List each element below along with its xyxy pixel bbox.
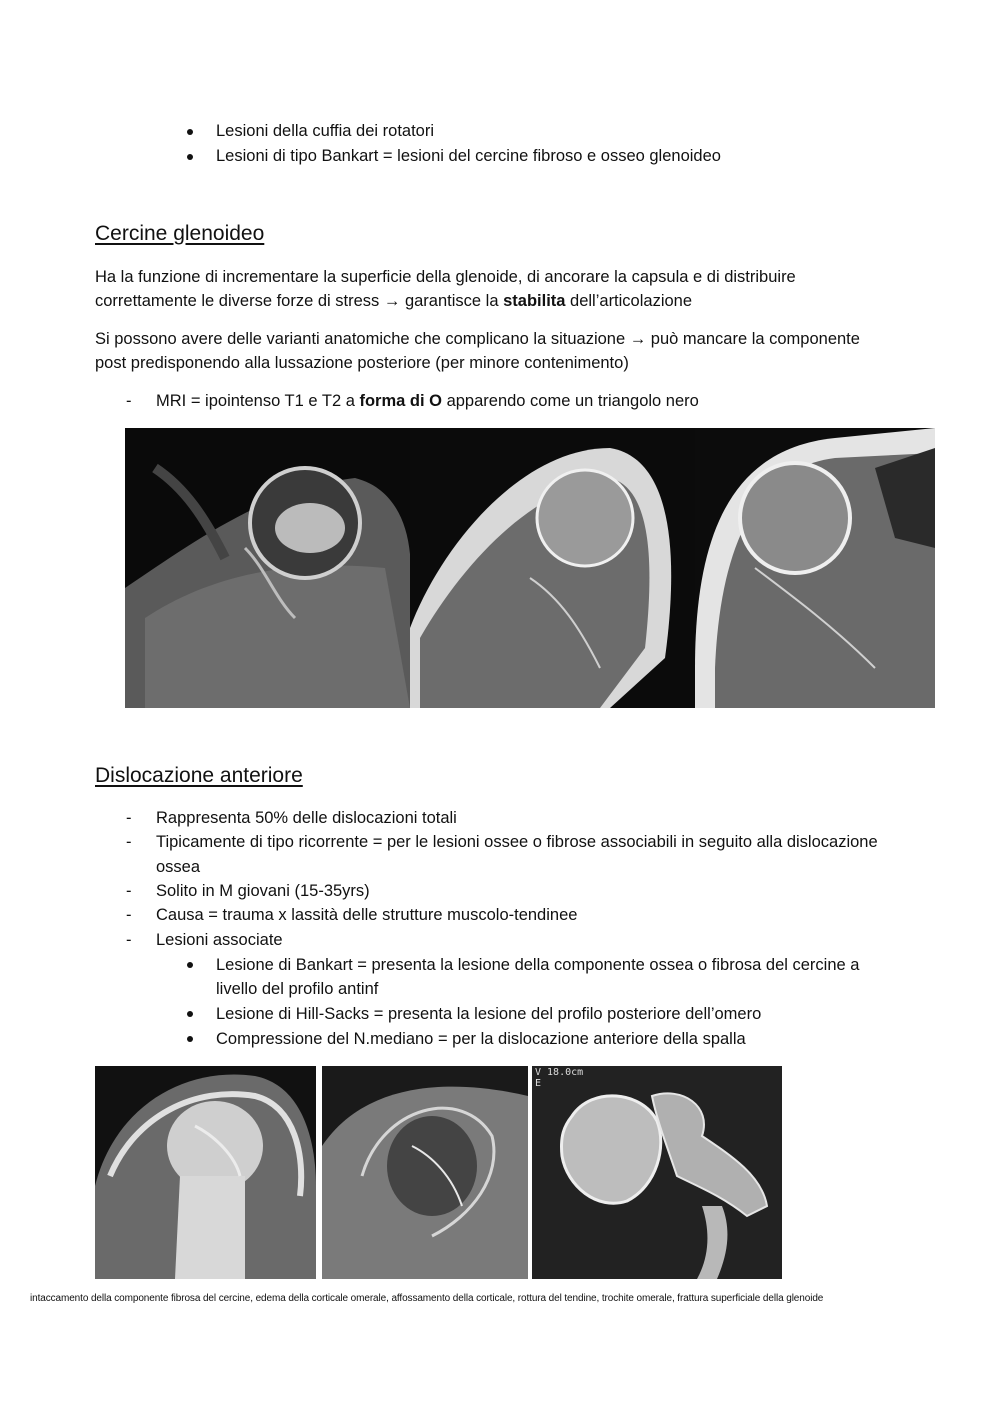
list-item-continuation: ossea [156, 858, 201, 876]
list-item: Rappresenta 50% delle dislocazioni totali [156, 809, 457, 827]
sub-list-item: Lesione di Bankart = presenta la lesione della componente ossea o fibrosa del cercine a [216, 956, 860, 974]
paragraph-line [95, 289, 692, 314]
mri-shoulder-image-1 [125, 428, 410, 708]
text-span: apparendo come un triangolo nero [441, 392, 699, 410]
bold-text: forma di O [359, 392, 442, 410]
ct-orientation-label: E [535, 1078, 542, 1089]
paragraph-line: Si possono avere delle varianti anatomiche che complicano la situazione → può mancare la componente [95, 330, 860, 348]
mri-shoulder-image-3 [695, 428, 935, 708]
mri-humerus-image [95, 1066, 316, 1279]
list-item: Tipicamente di tipo ricorrente = per le lesioni ossee o fibrose associabili in seguito alla dislocazione [156, 833, 878, 851]
bullet-dot [187, 1011, 193, 1017]
list-item [156, 389, 699, 414]
list-item: Lesioni associate [156, 931, 283, 949]
bullet-dot [187, 962, 193, 968]
ct-shoulder-image [532, 1066, 782, 1279]
dash-marker: - [126, 809, 132, 827]
dash-marker: - [126, 906, 132, 924]
paragraph-line: post predisponendo alla lussazione posteriore (per minore contenimento) [95, 354, 629, 372]
list-item: Solito in M giovani (15-35yrs) [156, 882, 370, 900]
figure-caption: intaccamento della componente fibrosa del cercine, edema della corticale omerale, affossamento della corticale, rottura del tendine, trochite omerale, frattura superficiale della glenoide [30, 1293, 824, 1304]
dash-marker: - [126, 882, 132, 900]
bullet-dot [187, 129, 193, 135]
dash-marker: - [126, 931, 132, 949]
text-span: dell’articolazione [565, 292, 693, 310]
mri-shoulder-image-2 [410, 428, 695, 708]
list-item: Lesioni di tipo Bankart = lesioni del cercine fibroso e osseo glenoideo [216, 147, 721, 165]
text-span: MRI = ipointenso T1 e T2 a [156, 392, 360, 410]
section-title-dislocazione: Dislocazione anteriore [95, 764, 303, 787]
ct-scale-label: V 18.0cm [535, 1067, 584, 1078]
bullet-dot [187, 1036, 193, 1042]
section-title-cercine: Cercine glenoideo [95, 222, 265, 245]
sub-list-item: Lesione di Hill-Sacks = presenta la lesione del profilo posteriore dell’omero [216, 1005, 762, 1023]
text-span: correttamente le diverse forze di stress → garantisce la [95, 292, 504, 310]
paragraph-line: Ha la funzione di incrementare la superficie della glenoide, di ancorare la capsula e di distribuire [95, 268, 796, 286]
dash-marker: - [126, 392, 132, 410]
bold-text: stabilita [503, 292, 566, 310]
bullet-dot [187, 154, 193, 160]
sub-list-item-continuation: livello del profilo antinf [216, 980, 379, 998]
mri-shoulder-coronal-image [322, 1066, 528, 1279]
list-item: Causa = trauma x lassità delle strutture muscolo-tendinee [156, 906, 578, 924]
dash-marker: - [126, 833, 132, 851]
list-item: Lesioni della cuffia dei rotatori [216, 122, 434, 140]
sub-list-item: Compressione del N.mediano = per la dislocazione anteriore della spalla [216, 1030, 746, 1048]
